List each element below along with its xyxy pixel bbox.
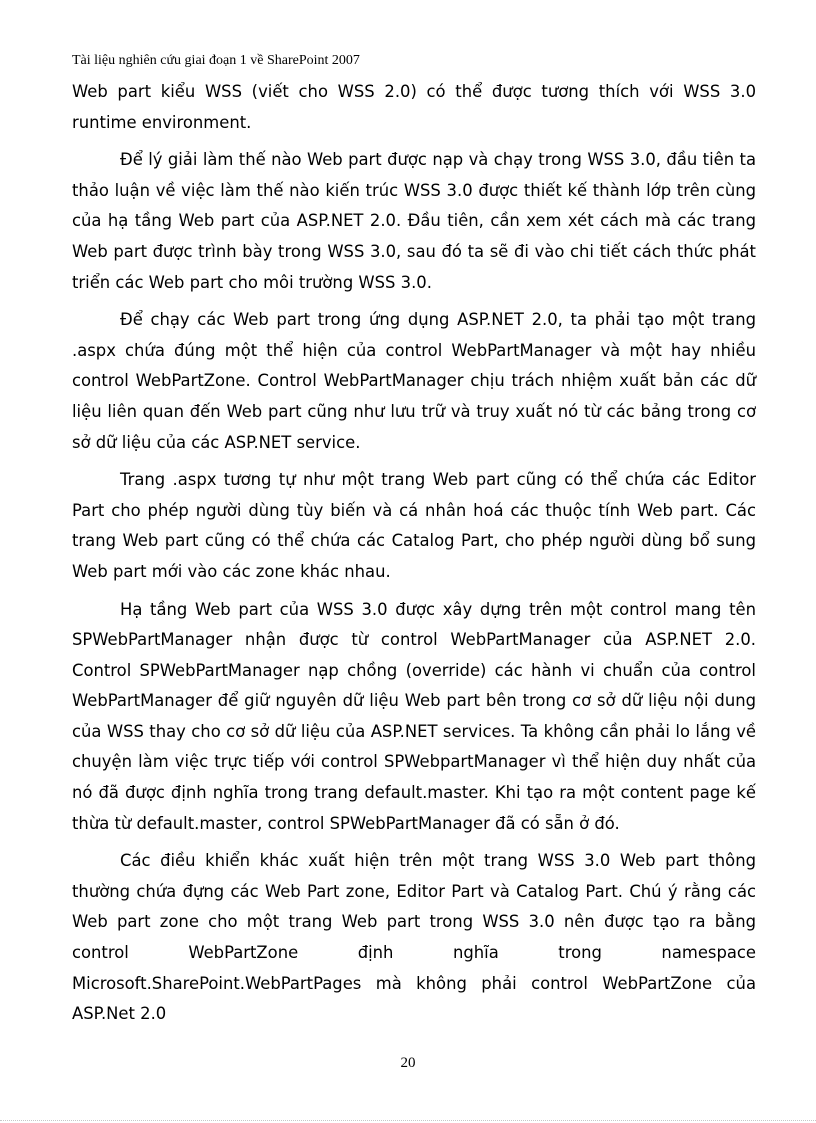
paragraph-1: Web part kiểu WSS (viết cho WSS 2.0) có thể được tương thích với WSS 3.0 runtime environment.	[72, 82, 756, 132]
footer-divider	[0, 1120, 816, 1121]
paragraph-6: Các điều khiển khác xuất hiện trên một trang WSS 3.0 Web part thông thường chứa đựng các Web Part zone, Editor Part và Catalog Part. Chú ý rằng các Web part zone cho một trang Web part trong WSS 3.0 nên được tạo ra bằng control WebPartZone định nghĩa trong namespace Microsoft.SharePoint.WebPartPages mà không phải control WebPartZone của ASP.Net 2.0	[72, 851, 756, 1024]
paragraph-5: Hạ tầng Web part của WSS 3.0 được xây dựng trên một control mang tên SPWebPartManager nhận được từ control WebPartManager của ASP.NET 2.0. Control SPWebPartManager nạp chồng (override) các hành vi chuẩn của control WebPartManager để giữ nguyên dữ liệu Web part bên trong cơ sở dữ liệu nội dung của WSS thay cho cơ sở dữ liệu của ASP.NET services. Ta không cần phải lo lắng về chuyện làm việc trực tiếp với control SPWebpartManager vì thể hiện duy nhất của nó đã được định nghĩa trong trang default.master. Khi tạo ra một content page kế thừa từ default.master, control SPWebPartManager đã có sẵn ở đó.	[72, 599, 756, 833]
running-header: Tài liệu nghiên cứu giai đoạn 1 về SharePoint 2007	[72, 53, 360, 68]
paragraph-2: Để lý giải làm thế nào Web part được nạp và chạy trong WSS 3.0, đầu tiên ta thảo luận về việc làm thế nào kiến trúc WSS 3.0 được thiết kế thành lớp trên cùng của hạ tầng Web part của ASP.NET 2.0. Đầu tiên, cần xem xét cách mà các trang Web part được trình bày trong WSS 3.0, sau đó ta sẽ đi vào chi tiết cách thức phát triển các Web part cho môi trường WSS 3.0.	[72, 150, 756, 292]
paragraph-4: Trang .aspx tương tự như một trang Web part cũng có thể chứa các Editor Part cho phép người dùng tùy biến và cá nhân hoá các thuộc tính Web part. Các trang Web part cũng có thể chứa các Catalog Part, cho phép người dùng bổ sung Web part mới vào các zone khác nhau.	[72, 470, 756, 581]
document-body	[72, 77, 756, 1037]
page-number: 20	[400, 1055, 416, 1071]
paragraph-3: Để chạy các Web part trong ứng dụng ASP.NET 2.0, ta phải tạo một trang .aspx chứa đúng một thể hiện của control WebPartManager và một hay nhiều control WebPartZone. Control WebPartManager chịu trách nhiệm xuất bản các dữ liệu liên quan đến Web part cũng như lưu trữ và truy xuất nó từ các bảng trong cơ sở dữ liệu của các ASP.NET service.	[72, 310, 756, 452]
